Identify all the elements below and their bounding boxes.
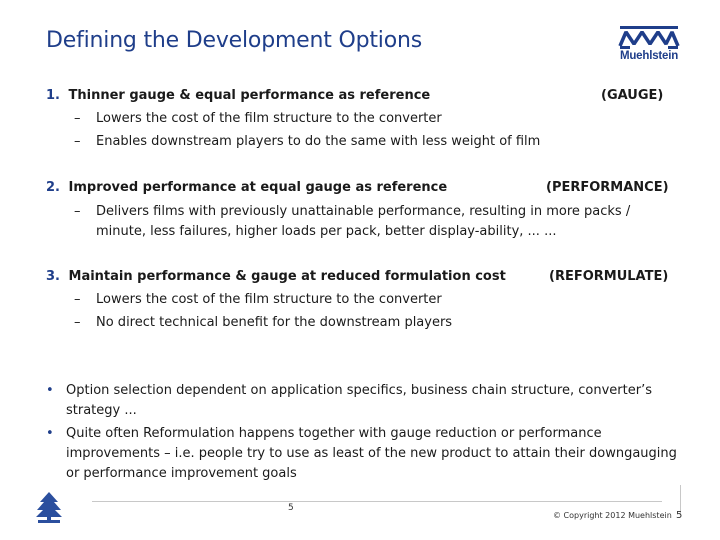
bullet-dot: • xyxy=(46,383,54,398)
point-text: Enables downstream players to do the same with less weight of film xyxy=(96,134,541,149)
point-text: Lowers the cost of the film structure to the converter xyxy=(96,292,442,307)
slide-title: Defining the Development Options xyxy=(46,28,422,53)
dash-marker: – xyxy=(74,111,81,126)
page-number: 5 xyxy=(676,510,683,521)
option-1-heading xyxy=(46,88,430,103)
page-number-center: 5 xyxy=(288,503,294,513)
option-1-point-1 xyxy=(74,111,442,126)
tree-icon xyxy=(34,490,64,524)
option-2-heading xyxy=(46,180,447,195)
option-2-heading-text: Improved performance at equal gauge as reference xyxy=(68,180,448,195)
option-3-heading-text: Maintain performance & gauge at reduced formulation cost xyxy=(68,269,506,284)
bullet-text: Option selection dependent on application specifics, business chain structure, converter’s strategy ... xyxy=(66,383,652,418)
option-2-point-1 xyxy=(74,202,654,242)
option-2-tag: (PERFORMANCE) xyxy=(546,180,669,195)
footer-divider xyxy=(92,501,662,502)
muehlstein-logo-mark-icon xyxy=(612,22,686,50)
dash-marker: – xyxy=(74,292,81,307)
bullet-text: Quite often Reformulation happens together with gauge reduction or performance improvements – i.e. people try to use as least of the new product to attain their downgauging or performance improvement goals xyxy=(66,426,677,481)
point-text: Lowers the cost of the film structure to the converter xyxy=(96,111,442,126)
option-2-number: 2. xyxy=(46,180,60,195)
summary-bullet-1 xyxy=(46,381,682,421)
option-3-number: 3. xyxy=(46,269,60,284)
copyright-text: © Copyright 2012 Muehlstein xyxy=(553,511,672,520)
summary-bullet-2 xyxy=(46,424,682,484)
tree-logo xyxy=(34,490,64,524)
dash-marker: – xyxy=(74,315,81,330)
point-text: Delivers films with previously unattainable performance, resulting in more packs / minute, less failures, higher loads per pack, better display-ability, ... ... xyxy=(96,204,631,239)
dash-marker: – xyxy=(74,204,81,219)
option-1-heading-text: Thinner gauge & equal performance as reference xyxy=(68,88,431,103)
summary-bullets xyxy=(46,381,682,487)
option-1-point-2 xyxy=(74,134,540,149)
option-3-heading xyxy=(46,269,506,284)
logo-wordmark: Muehlstein xyxy=(619,50,679,62)
option-1-tag: (GAUGE) xyxy=(601,88,664,103)
option-3-tag: (REFORMULATE) xyxy=(549,269,669,284)
point-text: No direct technical benefit for the downstream players xyxy=(96,315,453,330)
dash-marker: – xyxy=(74,134,81,149)
option-3-point-2 xyxy=(74,315,452,330)
option-1-number: 1. xyxy=(46,88,60,103)
bullet-dot: • xyxy=(46,426,54,441)
option-3-point-1 xyxy=(74,292,442,307)
muehlstein-logo xyxy=(612,22,686,64)
